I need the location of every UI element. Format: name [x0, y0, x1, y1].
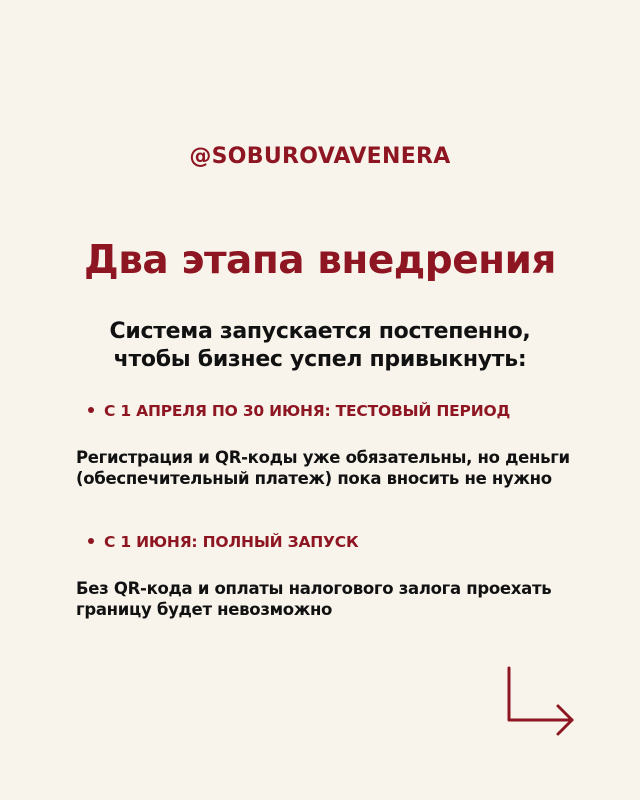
- stage-1-heading-text: С 1 АПРЕЛЯ ПО 30 ИЮНЯ: ТЕСТОВЫЙ ПЕРИОД: [104, 402, 511, 420]
- stage-2-description: Без QR-кода и оплаты налогового залога проехать границу будет невозможно: [76, 579, 552, 619]
- intro-text: [0, 318, 640, 374]
- stage-1-description: Регистрация и QR-коды уже обязательны, но деньги (обеспечительный платеж) пока вносить не нужно: [76, 448, 570, 488]
- stage-2-heading-text: С 1 ИЮНЯ: ПОЛНЫЙ ЗАПУСК: [104, 533, 359, 551]
- intro-line-2: чтобы бизнес успел привыкнуть:: [113, 347, 527, 372]
- arrow-down-right-icon[interactable]: [500, 660, 584, 740]
- page-title: Два этапа внедрения: [84, 238, 556, 283]
- bullet-dot-icon: [88, 407, 94, 413]
- intro-line-1: Система запускается постепенно,: [109, 319, 531, 344]
- stage-1-heading: [88, 402, 510, 420]
- stage-2-heading: [88, 533, 358, 551]
- bullet-dot-icon: [88, 538, 94, 544]
- author-handle: @SOBUROVAVENERA: [189, 144, 451, 169]
